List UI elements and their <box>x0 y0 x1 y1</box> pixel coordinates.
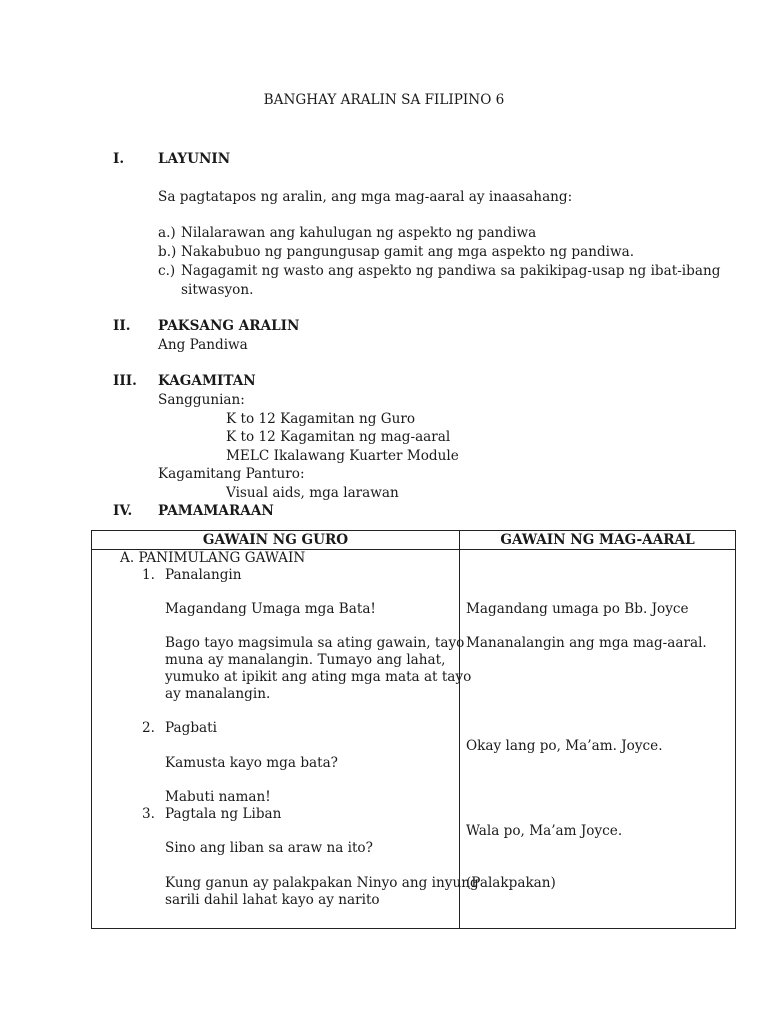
part-heading: A. PANIMULANG GAWAIN <box>120 550 306 566</box>
section-number: III. <box>113 373 137 389</box>
objective-letter: a.) <box>158 225 176 241</box>
step-label: Pagbati <box>165 720 217 736</box>
section-heading-layunin: LAYUNIN <box>158 151 231 167</box>
teacher-line: Kamusta kayo mga bata? <box>165 755 338 771</box>
panturo-label: Kagamitang Panturo: <box>158 466 305 482</box>
section-heading-kagamitan: KAGAMITAN <box>158 373 256 389</box>
teacher-line: sarili dahil lahat kayo ay narito <box>165 892 380 908</box>
teacher-line: muna ay manalangin. Tumayo ang lahat, <box>165 652 446 668</box>
teacher-line: yumuko at ipikit ang ating mga mata at tayo <box>165 669 472 685</box>
teacher-line: Mabuti naman! <box>165 789 271 805</box>
objectives-intro: Sa pagtatapos ng aralin, ang mga mag-aaral ay inaasahang: <box>158 189 573 205</box>
section-number: I. <box>113 151 125 167</box>
objective-text-continued: sitwasyon. <box>181 282 254 298</box>
procedure-table <box>91 530 736 929</box>
student-line: Okay lang po, Ma’am. Joyce. <box>466 738 663 754</box>
step-number: 2. <box>142 720 155 736</box>
objective-letter: c.) <box>158 263 176 279</box>
teacher-line: Kung ganun ay palakpakan Ninyo ang inyung <box>165 875 479 891</box>
page-title: BANGHAY ARALIN SA FILIPINO 6 <box>263 92 505 108</box>
student-line: Mananalangin ang mga mag-aaral. <box>466 635 707 651</box>
table-row <box>92 550 736 929</box>
section-number: IV. <box>113 503 133 519</box>
topic-text: Ang Pandiwa <box>158 337 248 353</box>
student-line: Magandang umaga po Bb. Joyce <box>466 601 689 617</box>
material-item: Visual aids, mga larawan <box>226 485 399 501</box>
objective-text: Nilalarawan ang kahulugan ng aspekto ng pandiwa <box>181 225 537 241</box>
student-line: (Palakpakan) <box>466 875 556 891</box>
student-line: Wala po, Ma’am Joyce. <box>466 823 623 839</box>
section-number: II. <box>113 318 131 334</box>
reference-item: K to 12 Kagamitan ng mag-aaral <box>226 429 451 445</box>
step-label: Panalangin <box>165 567 242 583</box>
objective-text: Nagagamit ng wasto ang aspekto ng pandiwa sa pakikipag-usap ng ibat-ibang <box>181 263 721 279</box>
teacher-line: Bago tayo magsimula sa ating gawain, tayo <box>165 635 465 651</box>
objective-text: Nakabubuo ng pangungusap gamit ang mga aspekto ng pandiwa. <box>181 244 635 260</box>
section-heading-pamamaraan: PAMAMARAAN <box>158 503 274 519</box>
section-heading-paksa: PAKSANG ARALIN <box>158 318 300 334</box>
objective-letter: b.) <box>158 244 177 260</box>
student-activity-cell <box>460 550 736 929</box>
table-header-row <box>92 531 736 550</box>
step-number: 3. <box>142 806 155 822</box>
teacher-line: Magandang Umaga mga Bata! <box>165 601 376 617</box>
teacher-activity-cell <box>92 550 479 929</box>
step-number: 1. <box>142 567 155 583</box>
column-header-student: GAWAIN NG MAG-AARAL <box>460 531 736 550</box>
column-header-teacher: GAWAIN NG GURO <box>92 531 460 550</box>
sanggunian-label: Sanggunian: <box>158 392 245 408</box>
teacher-line: Sino ang liban sa araw na ito? <box>165 840 373 856</box>
reference-item: MELC Ikalawang Kuarter Module <box>226 448 459 464</box>
teacher-line: ay manalangin. <box>165 686 271 702</box>
step-label: Pagtala ng Liban <box>165 806 282 822</box>
reference-item: K to 12 Kagamitan ng Guro <box>226 411 416 427</box>
